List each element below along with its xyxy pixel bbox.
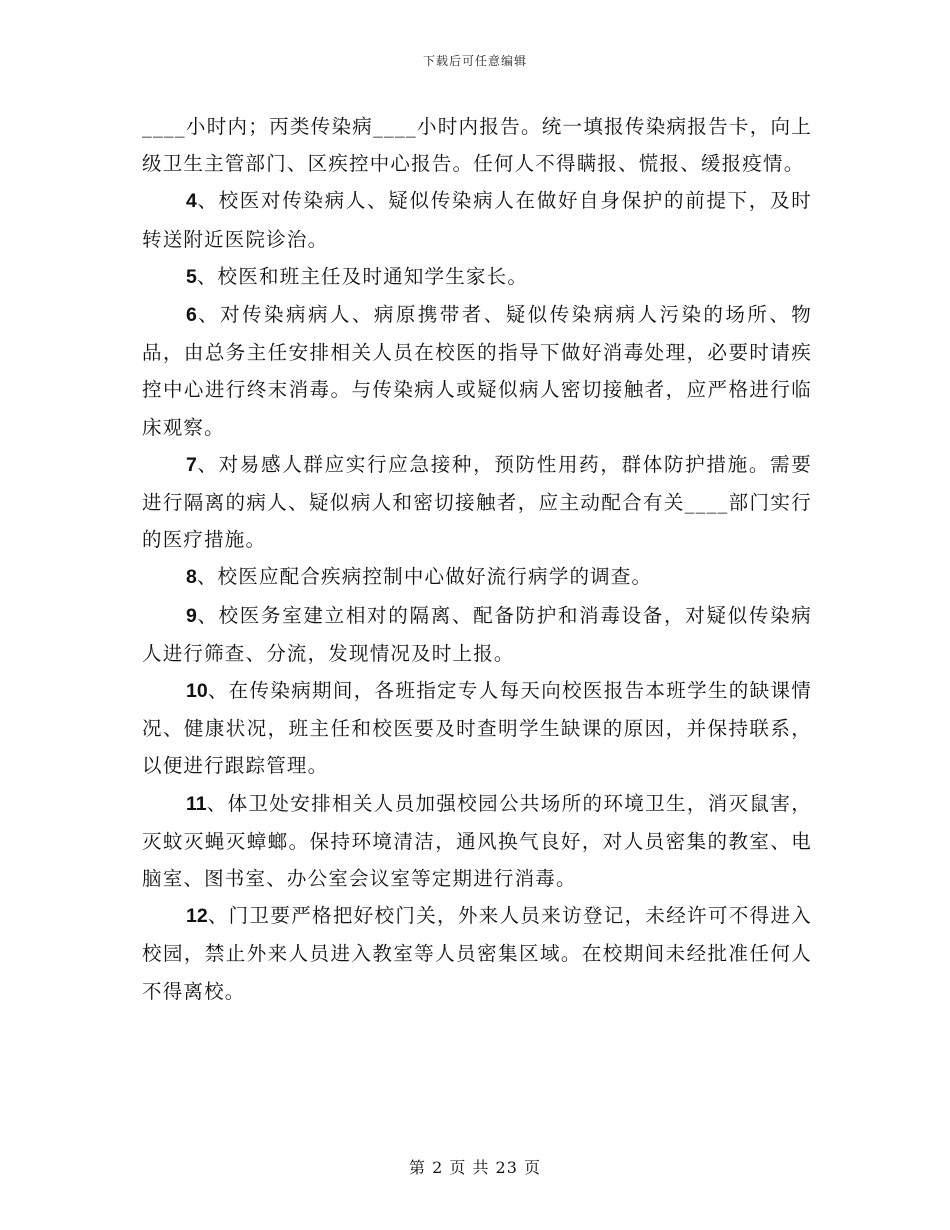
item-number: 11: [186, 792, 207, 815]
paragraph-item-4: [142, 182, 812, 257]
item-number: 5: [186, 265, 197, 288]
paragraph-text: 、门卫要严格把好校门关，外来人员来访登记，未经许可不得进入校园，禁止外来人员进入教室等人员密集区域。在校期间未经批准任何人不得离校。: [142, 904, 812, 1003]
item-number: 10: [186, 680, 208, 703]
paragraph-item-6: [142, 296, 812, 446]
paragraph-item-8: [142, 558, 812, 596]
item-number: 9: [186, 604, 197, 627]
paragraph-text: 、对易感人群应实行应急接种，预防性用药，群体防护措施。需要进行隔离的病人、疑似病人和密切接触者，应主动配合有关____部门实行的医疗措施。: [142, 452, 812, 552]
page-number-footer: 第 2 页 共 23 页: [409, 1158, 541, 1177]
paragraph-text: 、体卫处安排相关人员加强校园公共场所的环境卫生，消灭鼠害，灭蚊灭蝇灭蟑螂。保持环境清洁，通风换气良好，对人员密集的教室、电脑室、图书室、办公室会议室等定期进行消毒。: [142, 791, 812, 891]
paragraph-item-11: [142, 785, 812, 898]
paragraph-text: 、校医和班主任及时通知学生家长。: [196, 264, 529, 288]
paragraph-item-9: [142, 597, 812, 672]
paragraph-item-10: [142, 672, 812, 785]
item-number: 12: [186, 905, 208, 928]
paragraph-text: 、校医务室建立相对的隔离、配备防护和消毒设备，对疑似传染病人进行筛查、分流，发现情况及时上报。: [142, 603, 812, 665]
paragraph-text: 、在传染病期间，各班指定专人每天向校医报告本班学生的缺课情况、健康状况，班主任和校医要及时查明学生缺课的原因，并保持联系，以便进行跟踪管理。: [142, 679, 812, 778]
paragraph-item-12: [142, 897, 812, 1010]
paragraph-text: 、对传染病病人、病原携带者、疑似传染病病人污染的场所、物品，由总务主任安排相关人员在校医的指导下做好消毒处理，必要时请疾控中心进行终末消毒。与传染病人或疑似病人密切接触者，应严格进行临床观察。: [142, 303, 812, 439]
paragraph-text: 、校医应配合疾病控制中心做好流行病学的调查。: [196, 565, 653, 589]
document-body: [142, 108, 812, 1010]
paragraph-text: 、校医对传染病人、疑似传染病人在做好自身保护的前提下，及时转送附近医院诊治。: [142, 189, 812, 251]
page-header: 下载后可任意编辑: [422, 54, 527, 68]
item-number: 6: [186, 304, 197, 327]
paragraph-item-5: [142, 258, 812, 296]
item-number: 4: [186, 190, 197, 213]
item-number: 8: [186, 566, 197, 589]
item-number: 7: [186, 453, 197, 476]
paragraph-continued: [142, 108, 812, 182]
paragraph-text: ____小时内；丙类传染病____小时内报告。统一填报传染病报告卡，向上级卫生主管部门、区疾控中心报告。任何人不得瞒报、慌报、缓报疫情。: [142, 115, 812, 176]
paragraph-item-7: [142, 446, 812, 559]
